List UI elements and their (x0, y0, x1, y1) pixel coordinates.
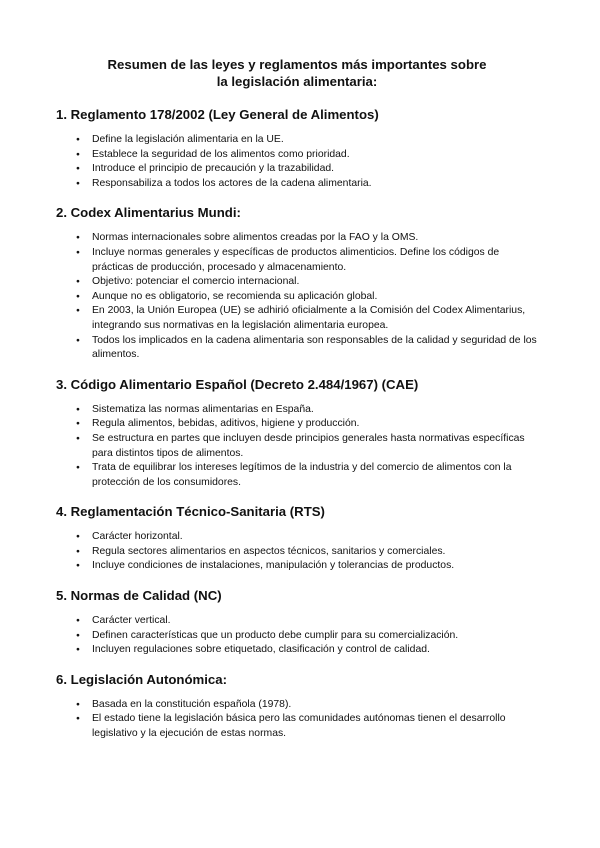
document-title (56, 56, 538, 90)
bullet-item: ● En 2003, la Unión Europea (UE) se adhirió oficialmente a la Comisión del Codex Alimentarius, integrando sus normativas en la legislación alimentaria europea. (92, 304, 538, 333)
bullet-item: ● Objetivo: potenciar el comercio internacional. (92, 275, 538, 290)
bullet-item: ● El estado tiene la legislación básica pero las comunidades autónomas tienen el desarrollo legislativo y la ejecución de estas normas. (92, 712, 538, 741)
bullet-item: ● Define la legislación alimentaria en la UE. (92, 133, 538, 148)
bullet-item: ● Aunque no es obligatorio, se recomienda su aplicación global. (92, 290, 538, 305)
section-normas-de-calidad (56, 588, 538, 658)
bullet-list (56, 614, 538, 658)
section-reglamentacion-tecnico-sanitaria (56, 504, 538, 574)
section-heading: 2. Codex Alimentarius Mundi: (56, 205, 241, 221)
section-heading: 1. Reglamento 178/2002 (Ley General de Alimentos) (56, 107, 379, 122)
bullet-item: ● Basada en la constitución española (1978). (92, 698, 538, 713)
document-title-line-2: la legislación alimentaria: (216, 74, 378, 89)
bullet-item: ● Regula alimentos, bebidas, aditivos, higiene y producción. (92, 417, 538, 432)
section-legislacion-autonomica (56, 672, 538, 742)
section-heading: 6. Legislación Autonómica: (56, 671, 227, 687)
bullet-item: ● Carácter vertical. (92, 614, 538, 629)
bullet-item: ● Incluye condiciones de instalaciones, manipulación y tolerancias de productos. (92, 559, 538, 574)
bullet-item: ● Definen características que un producto debe cumplir para su comercialización. (92, 629, 538, 644)
bullet-item: ● Todos los implicados en la cadena alimentaria son responsables de la calidad y seguridad de los alimentos. (92, 334, 538, 363)
bullet-item: ● Trata de equilibrar los intereses legítimos de la industria y del comercio de alimentos con la protección de los consumidores. (92, 461, 538, 490)
section-heading: 3. Código Alimentario Español (Decreto 2.484/1967) (CAE) (56, 376, 419, 392)
bullet-list (56, 403, 538, 491)
section-codigo-alimentario-espanol (56, 377, 538, 491)
bullet-list (56, 133, 538, 191)
bullet-item: ● Responsabiliza a todos los actores de la cadena alimentaria. (92, 177, 538, 192)
bullet-list (56, 530, 538, 574)
section-codex-alimentarius (56, 205, 538, 362)
bullet-item: ● Regula sectores alimentarios en aspectos técnicos, sanitarios y comerciales. (92, 545, 538, 560)
bullet-item: ● Establece la seguridad de los alimentos como prioridad. (92, 148, 538, 163)
section-heading: 4. Reglamentación Técnico-Sanitaria (RTS) (56, 504, 325, 520)
bullet-item: ● Normas internacionales sobre alimentos creadas por la FAO y la OMS. (92, 231, 538, 246)
bullet-item: ● Se estructura en partes que incluyen desde principios generales hasta normativas específicas para distintos tipos de alimentos. (92, 432, 538, 461)
document-title-line-1: Resumen de las leyes y reglamentos más importantes sobre (107, 57, 487, 72)
bullet-item: ● Carácter horizontal. (92, 530, 538, 545)
bullet-list (56, 698, 538, 742)
bullet-item: ● Incluye normas generales y específicas de productos alimenticios. Define los códigos de prácticas de producción, procesado y almacenamiento. (92, 246, 538, 275)
bullet-item: ● Introduce el principio de precaución y la trazabilidad. (92, 162, 538, 177)
section-reglamento-178-2002 (56, 107, 538, 191)
bullet-item: ● Incluyen regulaciones sobre etiquetado, clasificación y control de calidad. (92, 643, 538, 658)
section-heading: 5. Normas de Calidad (NC) (56, 588, 222, 604)
bullet-list (56, 231, 538, 362)
bullet-item: ● Sistematiza las normas alimentarias en España. (92, 403, 538, 418)
